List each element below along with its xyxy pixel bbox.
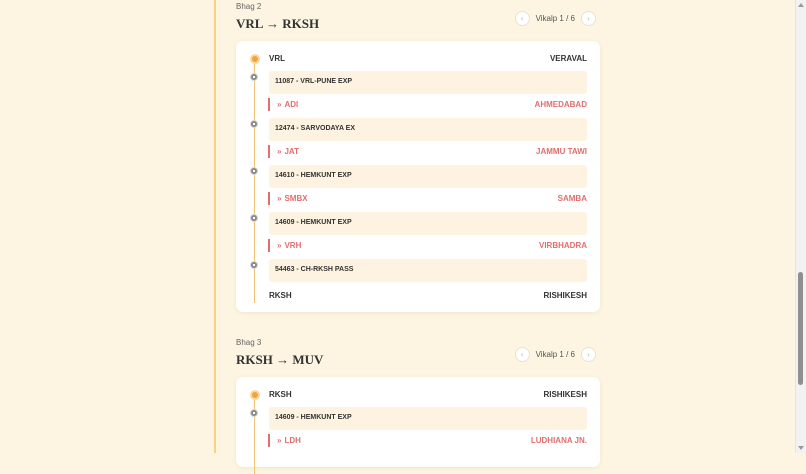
bhag-label: Bhag 2 bbox=[236, 2, 262, 11]
via-code: » SMBX bbox=[277, 194, 308, 203]
via-station bbox=[236, 147, 600, 161]
via-marker bbox=[268, 192, 270, 205]
station-code: RKSH bbox=[269, 291, 292, 300]
train-icon bbox=[250, 120, 258, 128]
route-card bbox=[236, 377, 600, 467]
train-icon bbox=[250, 261, 258, 269]
route-section-bhag-3 bbox=[236, 338, 600, 368]
train-box[interactable] bbox=[269, 165, 587, 188]
via-station bbox=[236, 194, 600, 208]
scrollbar-thumb[interactable] bbox=[798, 272, 803, 385]
vikalp-counter: Vikalp 1 / 6 bbox=[535, 14, 575, 23]
route-section-bhag-2 bbox=[236, 2, 600, 32]
train-label: 54463 - CH-RKSH PASS bbox=[275, 266, 354, 273]
via-code: » VRH bbox=[277, 241, 302, 250]
via-code: » LDH bbox=[277, 436, 301, 445]
via-station bbox=[236, 241, 600, 255]
next-option-button[interactable]: › bbox=[581, 11, 596, 26]
destination-station bbox=[236, 291, 600, 305]
route-card bbox=[236, 41, 600, 312]
train-label: 14610 - HEMKUNT EXP bbox=[275, 172, 352, 179]
timeline-line bbox=[254, 394, 255, 474]
train-box[interactable] bbox=[269, 407, 587, 430]
prev-option-button[interactable]: ‹ bbox=[515, 11, 530, 26]
train-box[interactable] bbox=[269, 259, 587, 282]
station-name: RISHIKESH bbox=[543, 291, 587, 300]
via-code: » ADI bbox=[277, 100, 299, 109]
station-code: VRL bbox=[269, 54, 285, 63]
bhag-label: Bhag 3 bbox=[236, 338, 262, 347]
train-icon bbox=[250, 409, 258, 417]
train-icon bbox=[250, 167, 258, 175]
train-box[interactable] bbox=[269, 118, 587, 141]
train-label: 11087 - VRL-PUNE EXP bbox=[275, 78, 353, 85]
via-name: LUDHIANA JN. bbox=[530, 436, 587, 445]
vikalp-nav bbox=[515, 347, 596, 362]
via-name: JAMMU TAWI bbox=[536, 147, 587, 156]
scroll-down-icon[interactable] bbox=[798, 446, 804, 450]
via-marker bbox=[268, 434, 270, 447]
via-station bbox=[236, 100, 600, 114]
station-code: RKSH bbox=[269, 390, 292, 399]
chevron-right-icon: » bbox=[277, 194, 282, 203]
vikalp-counter: Vikalp 1 / 6 bbox=[535, 350, 575, 359]
chevron-right-icon: » bbox=[277, 241, 282, 250]
via-name: SAMBA bbox=[557, 194, 587, 203]
train-icon bbox=[250, 214, 258, 222]
prev-option-button[interactable]: ‹ bbox=[515, 347, 530, 362]
chevron-right-icon: » bbox=[277, 100, 282, 109]
via-name: VIRBHADRA bbox=[539, 241, 587, 250]
route-title: VRL → RKSH bbox=[236, 16, 320, 31]
page-left-border bbox=[214, 0, 216, 453]
next-option-button[interactable]: › bbox=[581, 347, 596, 362]
chevron-right-icon: » bbox=[277, 147, 282, 156]
scroll-up-icon[interactable] bbox=[798, 3, 804, 7]
via-marker bbox=[268, 98, 270, 111]
via-marker bbox=[268, 145, 270, 158]
train-label: 14609 - HEMKUNT EXP bbox=[275, 219, 352, 226]
train-label: 12474 - SARVODAYA EX bbox=[275, 125, 356, 132]
via-code: » JAT bbox=[277, 147, 299, 156]
train-icon bbox=[250, 73, 258, 81]
train-box[interactable] bbox=[269, 71, 587, 94]
origin-dot-icon bbox=[250, 54, 260, 64]
via-marker bbox=[268, 239, 270, 252]
train-box[interactable] bbox=[269, 212, 587, 235]
origin-dot-icon bbox=[250, 390, 260, 400]
page-scrollbar[interactable] bbox=[795, 0, 806, 453]
route-title: RKSH → MUV bbox=[236, 352, 324, 367]
via-station bbox=[236, 436, 600, 450]
chevron-right-icon: » bbox=[277, 436, 282, 445]
origin-station bbox=[236, 54, 600, 68]
via-name: AHMEDABAD bbox=[534, 100, 587, 109]
train-label: 14609 - HEMKUNT EXP bbox=[275, 414, 352, 421]
station-name: VERAVAL bbox=[549, 54, 587, 63]
station-name: RISHIKESH bbox=[543, 390, 587, 399]
vikalp-nav bbox=[515, 11, 596, 26]
origin-station bbox=[236, 390, 600, 404]
